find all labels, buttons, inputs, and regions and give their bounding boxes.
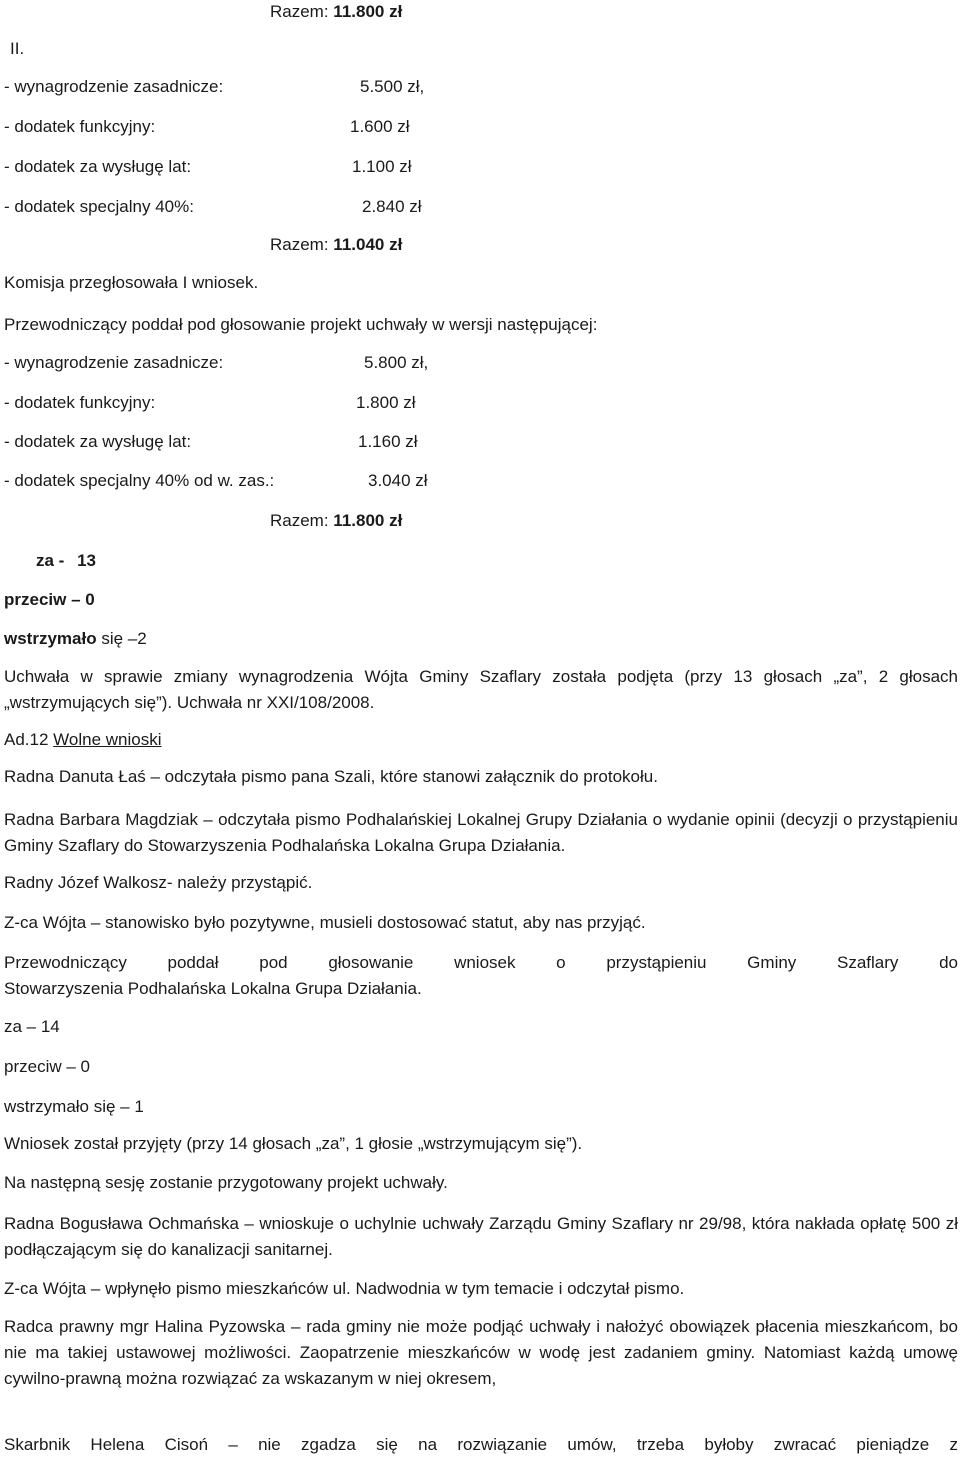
vote2-przeciw: przeciw – 0 xyxy=(4,1057,90,1076)
row-value: 1.100 zł xyxy=(352,157,412,176)
row-value: 1.600 zł xyxy=(350,117,410,136)
przewodniczacy-intro: Przewodniczący poddał pod głosowanie projekt uchwały w wersji następującej: xyxy=(4,315,598,334)
uchwala-paragraph: Uchwała w sprawie zmiany wynagrodzenia Wójta Gminy Szaflary została podjęta (przy 13 głosach „za”, 2 głosach „wstrzymujących się”). Uchwała nr XXI/108/2008. xyxy=(4,667,958,712)
paragraph-zca-1: Z-ca Wójta – stanowisko było pozytywne, musieli dostosować statut, aby nas przyjąć. xyxy=(4,913,646,932)
row-value: 5.800 zł, xyxy=(364,353,429,372)
vote-przeciw: przeciw – 0 xyxy=(4,590,95,609)
vote-wstrzymalo-label: wstrzymało xyxy=(4,629,97,648)
razem-total-2 xyxy=(270,234,402,256)
razem-value: 11.040 zł xyxy=(333,235,403,254)
paragraph-skarbnik: Skarbnik Helena Cisoń – nie zgadza się na rozwiązanie umów, trzeba byłoby zwracać pieniądze z xyxy=(4,1435,958,1454)
row-label: - dodatek za wysługę lat: xyxy=(4,157,192,176)
vote-za-value: 13 xyxy=(77,551,96,570)
row-value: 5.500 zł, xyxy=(360,77,425,96)
paragraph-ochmanska: Radna Bogusława Ochmańska – wnioskuje o uchylnie uchwały Zarządu Gminy Szaflary nr 29/98, która nakłada opłatę 500 zł podłączającym się do kanalizacji sanitarnej. xyxy=(4,1214,958,1259)
row-label: - dodatek za wysługę lat: xyxy=(4,432,192,451)
row-label: - dodatek funkcyjny: xyxy=(4,393,156,412)
razem-label: Razem: xyxy=(270,235,334,254)
razem-value: 11.800 zł xyxy=(333,511,403,530)
row-label: - dodatek specjalny 40%: xyxy=(4,197,194,216)
paragraph-zca-2: Z-ca Wójta – wpłynęło pismo mieszkańców ul. Nadwodnia w tym temacie i odczytał pismo. xyxy=(4,1279,685,1298)
row-label: - dodatek specjalny 40% od w. zas.: xyxy=(4,471,275,490)
razem-total-3 xyxy=(270,510,402,532)
paragraph-przewodniczacy-line2: Stowarzyszenia Podhalańska Lokalna Grupa Działania. xyxy=(4,979,422,998)
section-heading-ii: II. xyxy=(10,39,25,58)
paragraph-przewodniczacy-line1: Przewodniczący poddał pod głosowanie wniosek o przystąpieniu Gminy Szaflary do xyxy=(4,953,958,972)
razem-total-1 xyxy=(270,1,402,23)
komisja-line: Komisja przegłosowała I wniosek. xyxy=(4,273,259,292)
paragraph-las: Radna Danuta Łaś – odczytała pismo pana Szali, które stanowi załącznik do protokołu. xyxy=(4,767,658,786)
razem-value: 11.800 zł xyxy=(333,2,403,21)
ad12-prefix: Ad.12 xyxy=(4,730,54,749)
paragraph-radca: Radca prawny mgr Halina Pyzowska – rada gminy nie może podjąć uchwały i nałożyć obowiązek płacenia mieszkańcom, bo nie ma takiej ustawowej możliwości. Zaopatrzenie mieszkańców w wodę jest zadaniem gminy. Natomiast każdą umowę cywilno-prawną można rozwiązać za wskazanym w niej okresem, xyxy=(4,1317,958,1388)
paragraph-magdziak: Radna Barbara Magdziak – odczytała pismo Podhalańskiej Lokalnej Grupy Działania o wydanie opinii (decyzji o przystąpieniu Gminy Szaflary do Stowarzyszenia Podhalańska Lokalna Grupa Działania. xyxy=(4,810,958,855)
razem-label: Razem: xyxy=(270,511,334,530)
ad12-title: Wolne wnioski xyxy=(53,730,162,749)
ad12-heading xyxy=(4,729,162,751)
vote-za-label: za - xyxy=(36,551,70,570)
vote2-za: za – 14 xyxy=(4,1017,60,1036)
row-value: 3.040 zł xyxy=(368,471,428,490)
paragraph-nastepna: Na następną sesję zostanie przygotowany projekt uchwały. xyxy=(4,1173,448,1192)
row-value: 2.840 zł xyxy=(362,197,422,216)
row-label: - wynagrodzenie zasadnicze: xyxy=(4,353,224,372)
vote-wstrzymalo xyxy=(4,628,147,650)
vote-wstrzymalo-value: się –2 xyxy=(96,629,147,648)
vote2-wstrzymalo: wstrzymało się – 1 xyxy=(4,1097,144,1116)
row-value: 1.800 zł xyxy=(356,393,416,412)
paragraph-wniosek: Wniosek został przyjęty (przy 14 głosach „za”, 1 głosie „wstrzymującym się”). xyxy=(4,1134,583,1153)
row-label: - dodatek funkcyjny: xyxy=(4,117,156,136)
razem-label: Razem: xyxy=(270,2,334,21)
row-value: 1.160 zł xyxy=(358,432,418,451)
paragraph-walkosz: Radny Józef Walkosz- należy przystąpić. xyxy=(4,873,313,892)
vote-za xyxy=(36,550,96,572)
row-label: - wynagrodzenie zasadnicze: xyxy=(4,77,224,96)
